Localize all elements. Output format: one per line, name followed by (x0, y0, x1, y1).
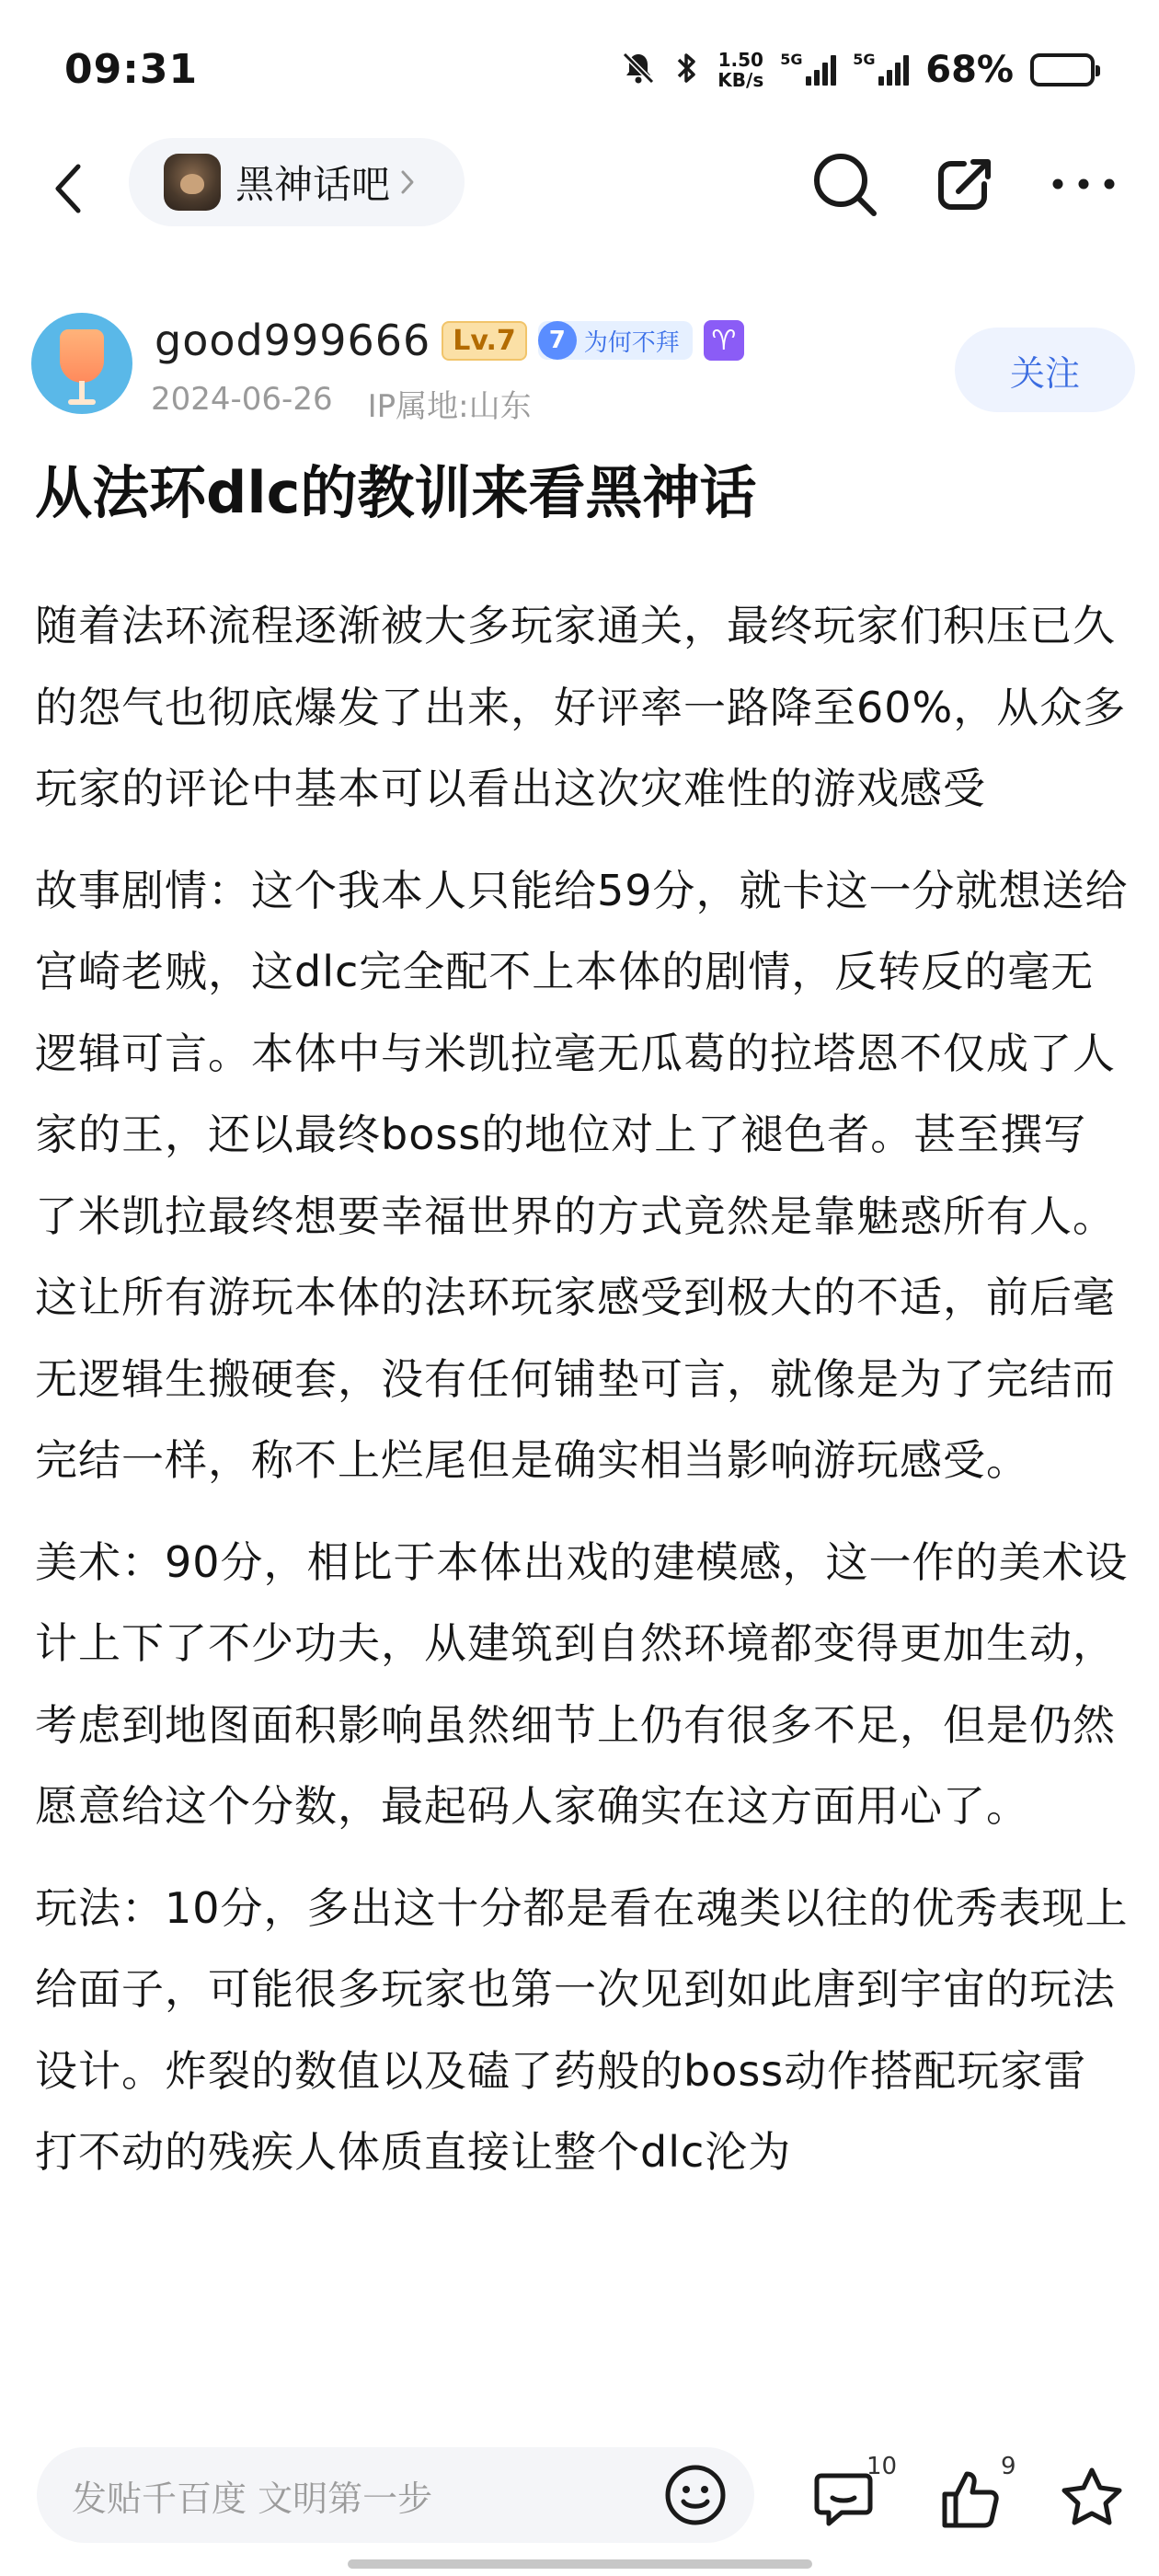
signal-strength-1 (780, 51, 836, 86)
post-title: 从法环dlc的教训来看黑神话 (35, 459, 757, 526)
post-paragraph: 故事剧情：这个我本人只能给59分，就卡这一分就想送给宫崎老贼，这dlc完全配不上本体的剧情，反转反的毫无逻辑可言。本体中与米凯拉毫无瓜葛的拉塔恩不仅成了人家的王，还以最终boss的地位对上了褪色者。甚至撰写了米凯拉最终想要幸福世界的方式竟然是靠魅惑所有人。这让所有游玩本体的法环玩家感受到极大的不适，前后毫无逻辑生搬硬套，没有任何铺垫可言，就像是为了完结而完结一样，称不上烂尾但是确实相当影响游玩感受。 (35, 865, 1129, 1485)
ip-location: IP属地:山东 (367, 388, 532, 425)
comment-button[interactable] (802, 2453, 898, 2539)
battery-percent: 68% (925, 49, 1014, 91)
level-badge: Lv.7 (442, 321, 527, 361)
star-icon (1057, 2463, 1127, 2533)
status-icons (620, 42, 1095, 98)
bottom-action-bar (0, 2420, 1159, 2576)
chevron-right-icon (399, 168, 416, 196)
author-name-row (155, 313, 744, 368)
back-button[interactable] (37, 147, 101, 230)
author-avatar[interactable] (31, 313, 132, 414)
fan-badge-level: 7 (538, 321, 577, 360)
follow-button[interactable]: 关注 (955, 328, 1135, 412)
status-bar (0, 0, 1159, 138)
emoji-button[interactable] (660, 2460, 730, 2530)
smiley-icon (663, 2463, 728, 2527)
favorite-button[interactable] (1050, 2456, 1133, 2539)
battery-icon (1030, 53, 1095, 86)
author-meta (151, 381, 532, 426)
home-indicator[interactable] (348, 2559, 812, 2569)
chevron-left-icon (51, 161, 87, 216)
signal-2-label: 5G (853, 51, 876, 68)
post-author (31, 313, 1135, 432)
bluetooth-icon (673, 50, 701, 90)
post-paragraph: 美术：90分，相比于本体出戏的建模感，这一作的美术设计上下了不少功夫，从建筑到自然环境都变得更加生动，考虑到地图面积影响虽然细节上仍有很多不足，但是仍然愿意给这个分数，最起码人家确实在这方面用心了。 (35, 1536, 1129, 1831)
like-count: 9 (1001, 2453, 1016, 2480)
avatar-glass-shape (60, 329, 104, 383)
network-speed (717, 50, 763, 90)
nav-actions (806, 145, 1122, 223)
like-button[interactable] (929, 2453, 1016, 2539)
more-options-button[interactable] (1045, 145, 1122, 223)
post-date: 2024-06-26 (151, 381, 333, 418)
nav-bar (0, 138, 1159, 239)
post-paragraph: 随着法环流程逐渐被大多玩家通关，最终玩家们积压已久的怨气也彻底爆发了出来，好评率一路降至60%，从众多玩家的评论中基本可以看出这次灾难性的游戏感受 (35, 601, 1127, 813)
comment-count: 10 (866, 2453, 898, 2480)
more-dots-icon (1050, 175, 1117, 193)
content-fade (0, 2355, 1159, 2420)
post-body (35, 585, 1130, 2214)
fan-badge (538, 321, 693, 360)
fan-badge-title: 为何不拜 (583, 328, 680, 357)
thumbs-up-icon (935, 2463, 1005, 2533)
network-speed-unit: KB/s (717, 69, 764, 91)
reply-input[interactable]: 发贴千百度 文明第一步 (37, 2447, 754, 2543)
mute-bell-icon (620, 50, 657, 90)
search-button[interactable] (806, 145, 883, 223)
search-icon (809, 149, 879, 219)
zodiac-aries-icon: ♈ (704, 320, 744, 361)
forum-name: 黑神话吧 (235, 162, 391, 207)
forum-entry-button[interactable] (129, 138, 465, 226)
status-time: 09:31 (64, 46, 199, 93)
post-paragraph: 玩法：10分，多出这十分都是看在魂类以往的优秀表现上给面子，可能很多玩家也第一次见到如此唐到宇宙的玩法设计。炸裂的数值以及磕了药般的boss动作搭配玩家雷打不动的残疾人体质直接让整个dlc沦为 (35, 1882, 1129, 2177)
share-button[interactable] (925, 145, 1003, 223)
signal-strength-2 (853, 51, 909, 86)
network-speed-value: 1.50 (717, 49, 763, 71)
author-username[interactable]: good999666 (155, 316, 431, 365)
forum-avatar (164, 154, 221, 211)
share-icon (931, 151, 997, 217)
signal-1-label: 5G (780, 51, 803, 68)
